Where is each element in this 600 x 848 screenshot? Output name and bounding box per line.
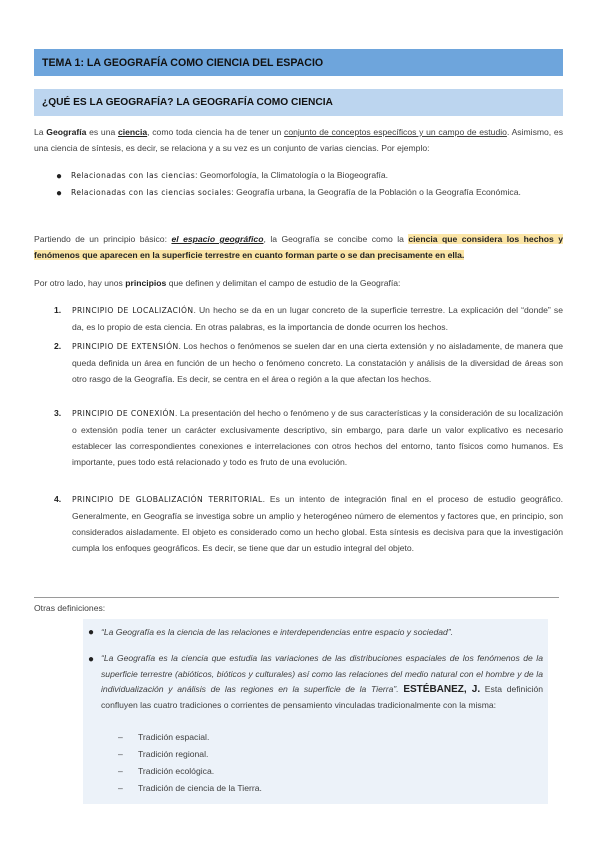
principle-item [72, 302, 563, 335]
list-item-label: Relacionadas con las ciencias sociales [71, 188, 232, 197]
definition-1: “La Geografía es la ciencia de las relaciones e interdependencias entre espacio y sociedad”. [101, 627, 454, 637]
list-item-text: : Geomorfología, la Climatología o la Biogeografía. [195, 170, 389, 180]
principle-item [72, 491, 563, 556]
intro-text: es una [86, 127, 118, 137]
bullet-icon: ● [88, 654, 95, 665]
tradition-item: Tradición ecológica. [138, 766, 215, 776]
principios-text: que definen y delimitan el campo de estudio de la Geografía: [166, 278, 401, 288]
intro-text: . Asimismo, es una ciencia de síntesis, es decir, se relaciona y a su vez es un conjunto de varias ciencias. Por ejemplo: [34, 127, 563, 153]
intro-text: , como toda ciencia ha de tener un [147, 127, 285, 137]
principle-text: Partiendo de un principio básico: [34, 234, 172, 244]
dash-bullet: – [118, 783, 123, 793]
underlined-phrase: conjunto de conceptos específicos y un campo de estudio [284, 127, 507, 137]
principios-intro [34, 276, 563, 292]
term-ciencia: ciencia [117, 127, 148, 137]
intro-paragraph [34, 125, 563, 156]
principle-text: . Es un intento de integración final en el proceso de estudio geográfico. Generalmente, en Geografía se investiga sobre un amplio y heterogéneo número de elementos y factores que, en principio, son considerados aisladamente. El objeto es considerado como un hecho global. Esta síntesis es decisiva para que la investigación cumpla los enfoques geográficos. Es decir, se tiene que dar un estudio integral del objeto. [72, 494, 563, 553]
principle-title: PRINCIPIO DE LOCALIZACIÓN [72, 306, 194, 315]
principle-paragraph [34, 232, 563, 263]
principle-title: PRINCIPIO DE GLOBALIZACIÓN TERRITORIAL [72, 495, 263, 504]
other-definitions-label: Otras definiciones: [34, 603, 106, 613]
tradition-item: Tradición de ciencia de la Tierra. [138, 783, 262, 793]
principle-text: . Un hecho se da en un lugar concreto de la superficie terrestre. La explicación del “donde” se da, es lo propio de esta ciencia. En otras palabras, es la importancia de donde ocurren los hechos. [72, 305, 563, 332]
principle-text: . La presentación del hecho o fenómeno y de sus características y la consideración de su localización o extensión podía tener un carácter exclusivamente descriptivo, sin embargo, para darle un valor explicativo es necesario establecer las correspondientes conexiones e interrelaciones con otros hechos del entorno, tanto físicos como humanos. Es importante, pues todo está relacionado y todo es fruto de una evolución. [72, 408, 563, 467]
principle-title: PRINCIPIO DE CONEXIÓN [72, 409, 175, 418]
principle-item [72, 405, 563, 470]
list-number: 4. [54, 494, 62, 504]
dash-bullet: – [118, 732, 123, 742]
dash-bullet: – [118, 766, 123, 776]
bullet-icon: ● [56, 188, 63, 199]
principle-item [72, 338, 563, 387]
divider [34, 597, 559, 598]
principle-text: , la Geografía se concibe como la [263, 234, 409, 244]
term-geografia: Geografía [46, 127, 87, 137]
principle-title: PRINCIPIO DE EXTENSIÓN [72, 342, 179, 351]
dash-bullet: – [118, 749, 123, 759]
tradition-item: Tradición regional. [138, 749, 209, 759]
list-item-text: : Geografía urbana, la Geografía de la Población o la Geografía Económica. [231, 187, 521, 197]
list-item-label: Relacionadas con las ciencias [71, 171, 196, 180]
list-item [71, 168, 563, 184]
definition-text: Esta definición confluyen las cuatro tradiciones o corrientes de pensamiento vinculadas tradicionalmente con la misma: [101, 684, 544, 710]
principios-text: Por otro lado, hay unos [34, 278, 126, 288]
tradition-item: Tradición espacial. [138, 732, 210, 742]
author-name: ESTÉBANEZ, J. [403, 684, 481, 695]
principle-text: . Los hechos o fenómenos se suelen dar en una cierta extensión y no aisladamente, de manera que queda definida un área en función de un hecho o fenómeno concreto. La constatación y análisis de la diversidad de áreas son otro rasgo de la Geografía. Es decir, se centra en el área o región a la que afectan los hechos. [72, 341, 563, 384]
definition-2 [101, 651, 543, 713]
term-espacio-geografico: el espacio geográfico [171, 234, 264, 244]
list-number: 3. [54, 408, 62, 418]
section-heading: ¿QUÉ ES LA GEOGRAFÍA? LA GEOGRAFÍA COMO CIENCIA [34, 89, 563, 116]
list-number: 2. [54, 341, 62, 351]
list-item [71, 185, 563, 201]
highlighted-definition: ciencia que considera los hechos y fenómenos que aparecen en la superficie terrestre en cuanto forman parte o se dan precisamente en ella. [34, 234, 563, 260]
bullet-icon: ● [56, 171, 63, 182]
term-principios: principios [125, 278, 167, 288]
intro-text: La [34, 127, 47, 137]
bullet-icon: ● [88, 627, 95, 638]
topic-heading: TEMA 1: LA GEOGRAFÍA COMO CIENCIA DEL ESPACIO [34, 49, 563, 76]
list-number: 1. [54, 305, 62, 315]
definition-quote: “La Geografía es la ciencia que estudia las variaciones de las distribuciones espaciales de los fenómenos de la superficie terrestre (abióticos, bióticos y culturales) así como las relaciones del medio natural con el hombre y de la individualización y análisis de las regiones en la superficie de la Tierra”. [101, 653, 543, 694]
